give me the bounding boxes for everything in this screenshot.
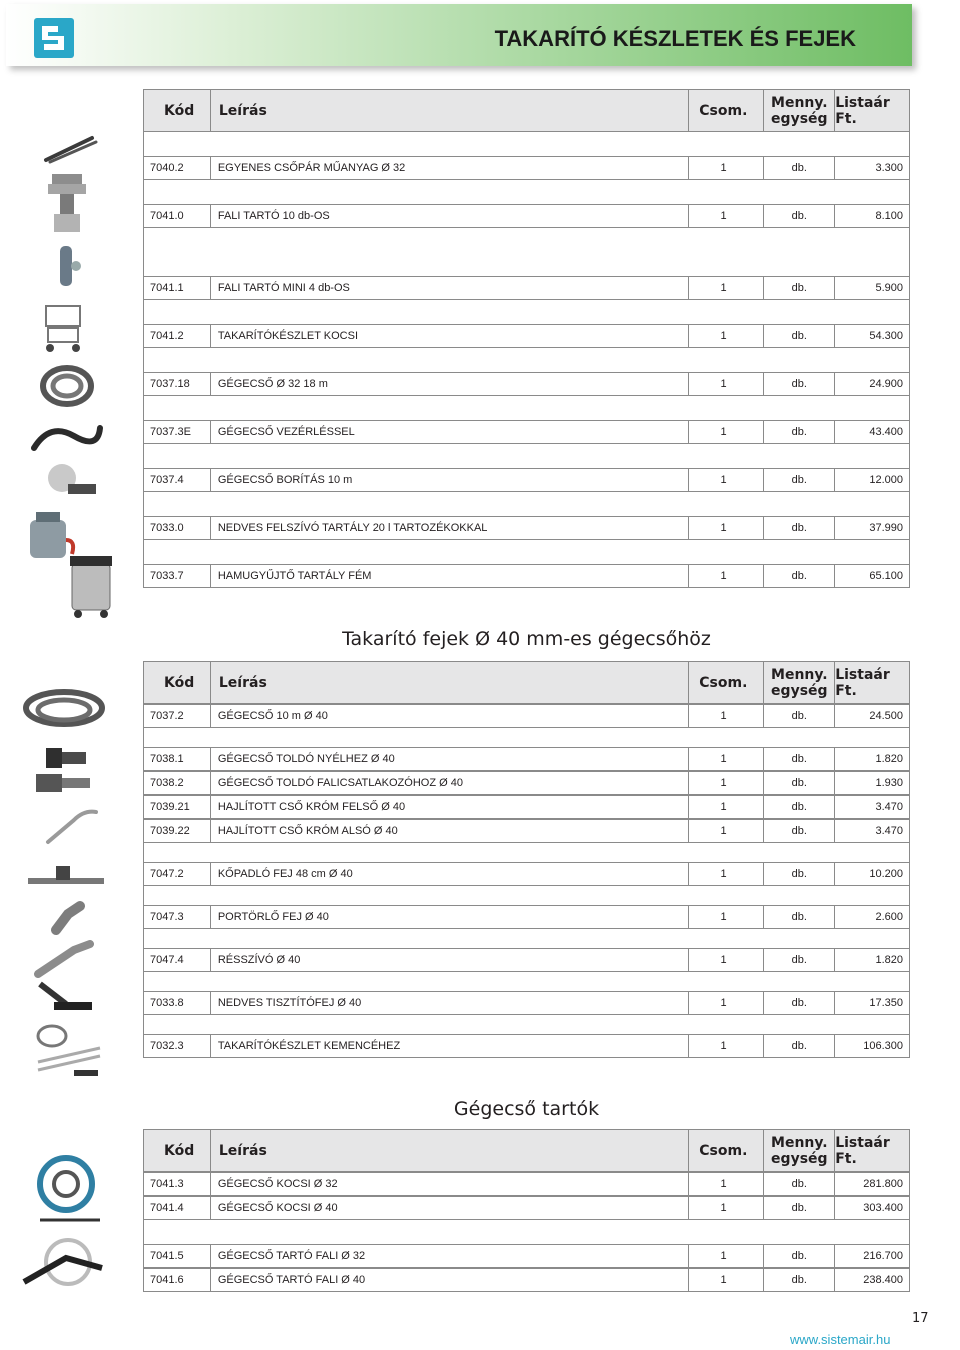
company-logo <box>34 18 74 58</box>
mini-holder-image <box>52 244 84 292</box>
col-kod: Kód <box>144 662 211 703</box>
section-title-tartok: Gégecső tartók <box>453 1098 600 1120</box>
row-csom: 1 <box>689 1245 765 1267</box>
wet-head-image <box>36 980 96 1020</box>
row-csom: 1 <box>689 748 765 770</box>
row-ar: 43.400 <box>869 426 903 438</box>
table-row <box>143 468 910 492</box>
row-ar: 1.820 <box>875 753 903 765</box>
table-spacer <box>143 728 910 747</box>
table-row <box>143 1034 910 1058</box>
row-csom: 1 <box>689 796 765 818</box>
col-menny-line2: egység <box>771 110 828 127</box>
row-leiras: NEDVES TISZTÍTÓFEJ Ø 40 <box>211 992 689 1014</box>
col-leiras: Leírás <box>211 90 689 131</box>
row-ar: 106.300 <box>863 1040 903 1052</box>
row-menny: db. <box>764 565 835 587</box>
row-kod: 7033.0 <box>144 517 211 539</box>
row-kod: 7032.3 <box>144 1035 211 1057</box>
row-leiras: GÉGECSŐ KOCSI Ø 40 <box>211 1197 689 1219</box>
row-leiras: GÉGECSŐ TARTÓ FALI Ø 40 <box>211 1269 689 1291</box>
col-listaar: Listaár Ft. <box>835 666 890 699</box>
row-menny: db. <box>764 157 835 179</box>
row-csom: 1 <box>689 1035 765 1057</box>
row-kod: 7041.2 <box>144 325 211 347</box>
wall-holder-image <box>44 172 90 236</box>
row-ar: 3.300 <box>875 162 903 174</box>
table-row <box>143 1268 910 1292</box>
table-row <box>143 516 910 540</box>
row-ar: 54.300 <box>869 330 903 342</box>
row-kod: 7037.2 <box>144 705 211 727</box>
row-menny: db. <box>764 325 835 347</box>
row-leiras: GÉGECSŐ TOLDÓ FALICSATLAKOZÓHOZ Ø 40 <box>211 772 689 794</box>
row-leiras: GÉGECSŐ TARTÓ FALI Ø 32 <box>211 1245 689 1267</box>
row-menny: db. <box>764 705 835 727</box>
col-menny-line1: Menny. <box>771 1134 828 1151</box>
table-row <box>143 204 910 228</box>
col-csom: Csom. <box>689 1130 765 1171</box>
col-listaar: Listaár Ft. <box>835 94 890 127</box>
row-csom: 1 <box>689 992 765 1014</box>
row-leiras: GÉGECSŐ VEZÉRLÉSSEL <box>211 421 689 443</box>
col-csom: Csom. <box>689 662 765 703</box>
row-menny: db. <box>764 796 835 818</box>
bent-pipe-image <box>44 806 98 846</box>
row-leiras: FALI TARTÓ 10 db-OS <box>211 205 689 227</box>
col-menny-line1: Menny. <box>771 666 828 683</box>
row-leiras: PORTÖRLŐ FEJ Ø 40 <box>211 906 689 928</box>
row-kod: 7041.3 <box>144 1173 211 1195</box>
row-csom: 1 <box>689 863 765 885</box>
row-menny: db. <box>764 1035 835 1057</box>
row-csom: 1 <box>689 421 765 443</box>
row-kod: 7041.4 <box>144 1197 211 1219</box>
row-ar: 216.700 <box>863 1250 903 1262</box>
row-csom: 1 <box>689 949 765 971</box>
row-menny: db. <box>764 1197 835 1219</box>
table-spacer <box>143 396 910 420</box>
row-leiras: GÉGECSŐ BORÍTÁS 10 m <box>211 469 689 491</box>
row-kod: 7047.2 <box>144 863 211 885</box>
table-header <box>143 89 910 132</box>
row-csom: 1 <box>689 772 765 794</box>
row-csom: 1 <box>689 277 765 299</box>
row-kod: 7047.3 <box>144 906 211 928</box>
row-ar: 12.000 <box>869 474 903 486</box>
row-csom: 1 <box>689 906 765 928</box>
table-row <box>143 948 910 972</box>
row-kod: 7041.5 <box>144 1245 211 1267</box>
row-ar: 24.900 <box>869 378 903 390</box>
col-kod: Kód <box>144 90 211 131</box>
table-spacer <box>143 1015 910 1034</box>
row-menny: db. <box>764 949 835 971</box>
row-leiras: TAKARÍTÓKÉSZLET KOCSI <box>211 325 689 347</box>
row-kod: 7039.22 <box>144 820 211 842</box>
row-menny: db. <box>764 1245 835 1267</box>
hose-40-image <box>22 686 108 736</box>
col-menny <box>764 90 835 131</box>
row-leiras: HAJLÍTOTT CSŐ KRÓM ALSÓ Ø 40 <box>211 820 689 842</box>
row-leiras: EGYENES CSŐPÁR MŰANYAG Ø 32 <box>211 157 689 179</box>
extension-wall-image <box>34 770 94 796</box>
table-row <box>143 1196 910 1220</box>
row-csom: 1 <box>689 373 765 395</box>
row-leiras: HAJLÍTOTT CSŐ KRÓM FELSŐ Ø 40 <box>211 796 689 818</box>
table-spacer <box>143 180 910 204</box>
col-csom: Csom. <box>689 90 765 131</box>
row-csom: 1 <box>689 705 765 727</box>
row-kod: 7039.21 <box>144 796 211 818</box>
row-menny: db. <box>764 421 835 443</box>
col-listaar: Listaár Ft. <box>835 1134 890 1167</box>
row-kod: 7038.2 <box>144 772 211 794</box>
table-spacer <box>143 228 910 276</box>
hose-cover-image <box>44 462 100 502</box>
table-spacer <box>143 132 910 156</box>
row-ar: 10.200 <box>869 868 903 880</box>
page-title: TAKARÍTÓ KÉSZLETEK ÉS FEJEK <box>494 26 856 51</box>
table-row <box>143 747 910 771</box>
row-leiras: GÉGECSŐ Ø 32 18 m <box>211 373 689 395</box>
row-csom: 1 <box>689 517 765 539</box>
table-spacer <box>143 929 910 948</box>
col-kod: Kód <box>144 1130 211 1171</box>
row-csom: 1 <box>689 565 765 587</box>
table-row <box>143 862 910 886</box>
row-menny: db. <box>764 772 835 794</box>
row-menny: db. <box>764 992 835 1014</box>
row-kod: 7041.6 <box>144 1269 211 1291</box>
row-leiras: RÉSSZÍVÓ Ø 40 <box>211 949 689 971</box>
hose-control-image <box>30 418 104 460</box>
table-spacer <box>143 1220 910 1244</box>
row-kod: 7041.0 <box>144 205 211 227</box>
row-ar: 3.470 <box>875 825 903 837</box>
row-ar: 1.930 <box>875 777 903 789</box>
table-spacer <box>143 444 910 468</box>
page-number: 17 <box>912 1311 929 1326</box>
row-menny: db. <box>764 517 835 539</box>
row-kod: 7047.4 <box>144 949 211 971</box>
row-ar: 303.400 <box>863 1202 903 1214</box>
row-menny: db. <box>764 469 835 491</box>
row-ar: 8.100 <box>875 210 903 222</box>
row-menny: db. <box>764 748 835 770</box>
wall-reel-image <box>20 1238 106 1290</box>
table-spacer <box>143 348 910 372</box>
row-kod: 7033.8 <box>144 992 211 1014</box>
row-ar: 17.350 <box>869 997 903 1009</box>
col-leiras: Leírás <box>211 1130 689 1171</box>
col-menny <box>764 662 835 703</box>
hose-trolley-image <box>30 1150 108 1224</box>
section-title-fejek: Takarító fejek Ø 40 mm-es gégecsőhöz <box>342 628 711 650</box>
row-leiras: HAMUGYŰJTŐ TARTÁLY FÉM <box>211 565 689 587</box>
row-menny: db. <box>764 820 835 842</box>
row-menny: db. <box>764 277 835 299</box>
table-header <box>143 661 910 704</box>
row-ar: 281.800 <box>863 1178 903 1190</box>
table-row <box>143 795 910 819</box>
table-spacer <box>143 300 910 324</box>
row-menny: db. <box>764 906 835 928</box>
row-csom: 1 <box>689 820 765 842</box>
row-ar: 2.600 <box>875 911 903 923</box>
website-link[interactable]: www.sistemair.hu <box>790 1332 891 1347</box>
row-csom: 1 <box>689 1269 765 1291</box>
row-csom: 1 <box>689 205 765 227</box>
table-row <box>143 905 910 929</box>
table-row <box>143 420 910 444</box>
row-ar: 1.820 <box>875 954 903 966</box>
row-leiras: FALI TARTÓ MINI 4 db-OS <box>211 277 689 299</box>
table-spacer <box>143 972 910 991</box>
table-row <box>143 771 910 795</box>
table-row <box>143 564 910 588</box>
table-row <box>143 991 910 1015</box>
table-spacer <box>143 540 910 564</box>
row-ar: 3.470 <box>875 801 903 813</box>
row-leiras: GÉGECSŐ 10 m Ø 40 <box>211 705 689 727</box>
table-spacer <box>143 492 910 516</box>
row-leiras: KŐPADLÓ FEJ 48 cm Ø 40 <box>211 863 689 885</box>
row-ar: 37.990 <box>869 522 903 534</box>
row-csom: 1 <box>689 325 765 347</box>
dust-brush-image <box>50 896 86 936</box>
table-row <box>143 1172 910 1196</box>
table-row <box>143 324 910 348</box>
row-menny: db. <box>764 863 835 885</box>
row-ar: 238.400 <box>863 1274 903 1286</box>
row-kod: 7033.7 <box>144 565 211 587</box>
row-csom: 1 <box>689 469 765 491</box>
row-leiras: TAKARÍTÓKÉSZLET KEMENCÉHEZ <box>211 1035 689 1057</box>
crevice-tool-image <box>34 940 94 980</box>
table-row <box>143 372 910 396</box>
row-csom: 1 <box>689 1197 765 1219</box>
row-kod: 7037.3E <box>144 421 211 443</box>
table-row <box>143 1244 910 1268</box>
row-menny: db. <box>764 1173 835 1195</box>
oven-kit-image <box>34 1022 104 1082</box>
col-menny-line2: egység <box>771 682 828 699</box>
col-leiras: Leírás <box>211 662 689 703</box>
row-kod: 7038.1 <box>144 748 211 770</box>
table-spacer <box>143 886 910 905</box>
row-kod: 7037.4 <box>144 469 211 491</box>
table-spacer <box>143 843 910 862</box>
row-leiras: NEDVES FELSZÍVÓ TARTÁLY 20 l TARTOZÉKOKKAL <box>211 517 689 539</box>
table-row <box>143 276 910 300</box>
row-menny: db. <box>764 205 835 227</box>
table-header <box>143 1129 910 1172</box>
trolley-image <box>40 298 86 354</box>
hose-coil-image <box>40 364 94 408</box>
row-ar: 24.500 <box>869 710 903 722</box>
table-row <box>143 156 910 180</box>
col-menny-line1: Menny. <box>771 94 828 111</box>
row-csom: 1 <box>689 1173 765 1195</box>
row-kod: 7041.1 <box>144 277 211 299</box>
row-csom: 1 <box>689 157 765 179</box>
ash-tank-image <box>66 554 116 620</box>
row-leiras: GÉGECSŐ TOLDÓ NYÉLHEZ Ø 40 <box>211 748 689 770</box>
table-row <box>143 704 910 728</box>
row-leiras: GÉGECSŐ KOCSI Ø 32 <box>211 1173 689 1195</box>
row-ar: 65.100 <box>869 570 903 582</box>
row-menny: db. <box>764 1269 835 1291</box>
row-ar: 5.900 <box>875 282 903 294</box>
floor-head-image <box>26 858 106 892</box>
row-kod: 7037.18 <box>144 373 211 395</box>
table-row <box>143 819 910 843</box>
col-menny-line2: egység <box>771 1150 828 1167</box>
pipe-pair-image <box>42 134 98 164</box>
row-kod: 7040.2 <box>144 157 211 179</box>
extension-handle-image <box>44 744 90 772</box>
col-menny <box>764 1130 835 1171</box>
header-banner <box>6 4 912 66</box>
row-menny: db. <box>764 373 835 395</box>
